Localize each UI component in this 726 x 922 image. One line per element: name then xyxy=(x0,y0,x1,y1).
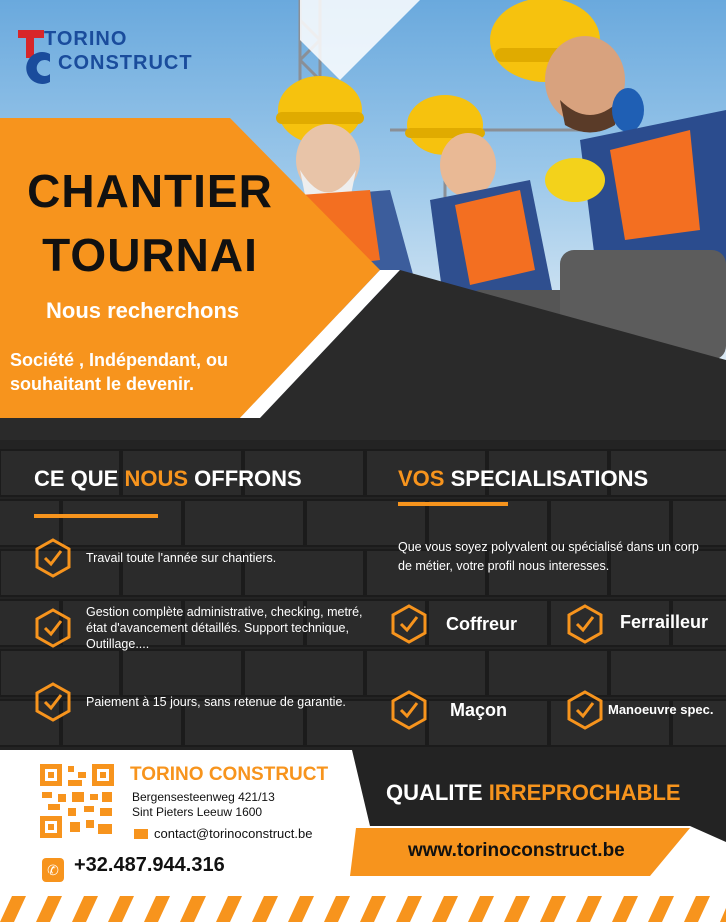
email-link[interactable] xyxy=(134,826,312,841)
website-link[interactable]: www.torinoconstruct.be xyxy=(408,840,625,861)
specialisation-label: Maçon xyxy=(450,700,508,720)
specialisation-item xyxy=(390,690,540,734)
offers-underline xyxy=(34,514,158,518)
hero-subtitle: Nous recherchons xyxy=(46,298,240,323)
company-logo xyxy=(14,24,214,94)
specialisations-heading-accent: VOS xyxy=(398,466,445,491)
phone-icon: ✆ xyxy=(42,858,64,882)
hazard-stripes xyxy=(0,896,726,922)
specialisations-heading xyxy=(398,466,648,492)
offer-item xyxy=(34,682,364,732)
hero-title-line2: TOURNAI xyxy=(42,229,258,281)
address-line2: Sint Pieters Leeuw 1600 xyxy=(132,805,263,819)
envelope-icon xyxy=(134,829,148,839)
specialisations-intro: Que vous soyez polyvalent ou spécialisé dans un corp de métier, votre profil nous interesses. xyxy=(398,540,699,573)
offer-item xyxy=(34,604,364,654)
specialisation-label: Coffreur xyxy=(446,614,517,634)
offers-heading-part1: CE QUE xyxy=(34,466,119,491)
check-hex-icon xyxy=(566,690,604,730)
address-line1: Bergensesteenweg 421/13 xyxy=(132,790,275,804)
offers-heading-accent: NOUS xyxy=(124,466,189,491)
phone-text: +32.487.944.316 xyxy=(74,854,225,876)
offer-text: Travail toute l'année sur chantiers. xyxy=(86,551,277,565)
email-text: contact@torinoconstruct.be xyxy=(154,826,313,841)
offers-heading-part2: OFFRONS xyxy=(194,466,302,491)
logo-text-construct: CONSTRUCT xyxy=(58,52,193,74)
specialisation-label: Ferrailleur xyxy=(620,612,709,632)
hero-description: Société , Indépendant, ou souhaitant le devenir. xyxy=(10,350,229,394)
qr-code-icon xyxy=(40,764,114,838)
quality-text: QUALITE xyxy=(386,780,483,805)
specialisation-item xyxy=(566,690,726,734)
check-hex-icon xyxy=(390,690,428,730)
specialisations-underline xyxy=(398,502,508,506)
specialisation-item xyxy=(390,604,540,648)
specialisation-item xyxy=(566,604,726,648)
logo-text-torino: TORINO xyxy=(44,28,128,50)
company-name: TORINO CONSTRUCT xyxy=(130,764,329,785)
offer-item xyxy=(34,538,364,588)
offers-heading xyxy=(34,466,302,492)
hero-title-line1: CHANTIER xyxy=(27,165,273,217)
phone-link[interactable] xyxy=(42,854,225,882)
quality-accent: IRREPROCHABLE xyxy=(488,780,681,805)
address xyxy=(132,790,275,820)
specialisations-heading-part2: SPECIALISATIONS xyxy=(450,466,649,491)
quality-slogan xyxy=(386,780,681,806)
check-hex-icon xyxy=(34,682,72,722)
offer-text: Paiement à 15 jours, sans retenue de garantie. xyxy=(86,695,346,709)
check-hex-icon xyxy=(566,604,604,644)
check-hex-icon xyxy=(390,604,428,644)
offer-text: Gestion complète administrative, checking, metré, état d'avancement détaillés. Support technique, Outillage.... xyxy=(86,605,363,651)
check-hex-icon xyxy=(34,608,72,648)
check-hex-icon xyxy=(34,538,72,578)
specialisation-label: Manoeuvre spec. xyxy=(608,702,714,717)
